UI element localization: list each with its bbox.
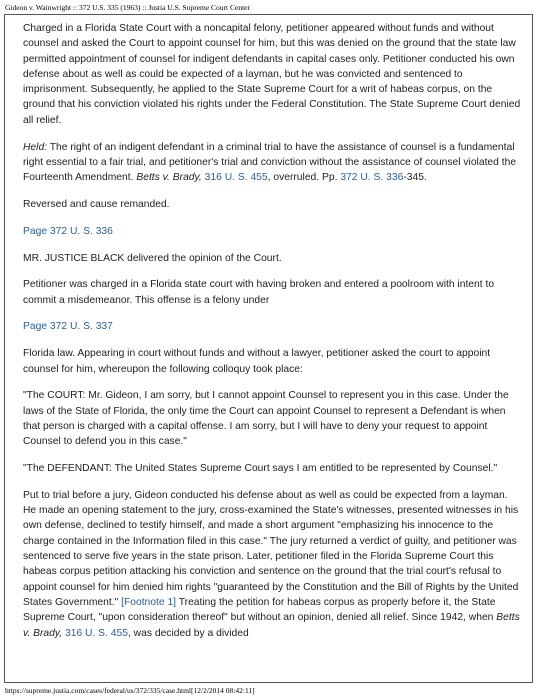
florida-law-paragraph: Florida law. Appearing in court without funds and without a lawyer, petitioner asked the court to appoint counsel for him, whereupon the following colloquy took place: <box>23 348 491 375</box>
trial-text-2: Treating the petition for habeas corpus as properly before it, the State Supreme Court, "upon consideration thereof" but without an opinion, denied all relief. Since 1942, when <box>23 596 497 624</box>
betts-case-name-2: Betts v. Brady, <box>23 612 520 639</box>
disposition-paragraph: Reversed and cause remanded. <box>23 198 170 210</box>
footnote-1-link[interactable]: [Footnote 1] <box>121 596 177 608</box>
opinion-content <box>4 14 533 683</box>
opinion-intro: MR. JUSTICE BLACK delivered the opinion of the Court. <box>23 252 282 264</box>
page-range-link-page[interactable]: 336 <box>386 172 404 184</box>
overruled-text: , overruled. Pp. <box>267 172 341 184</box>
trial-text-3: , was decided by a divided <box>127 627 249 639</box>
trial-paragraph <box>23 488 523 641</box>
holding-paragraph <box>23 140 523 186</box>
print-footer-url: https://supreme.justia.com/cases/federal/us/372/335/case.html[12/2/2014 08:42:11] <box>5 686 255 695</box>
court-colloquy-quote: "The COURT: Mr. Gideon, I am sorry, but I cannot appoint Counsel to represent you in this case. Under the laws of the State of Florida, the only time the Court can appoint Counsel to represent a Defendant is when that person is charged with a capital offense. I am sorry, but I will have to deny your request to appoint Counsel to defend you in this case." <box>23 390 509 448</box>
betts-citation-link[interactable]: 316 U. S. 455 <box>204 172 268 184</box>
syllabus-paragraph: Charged in a Florida State Court with a noncapital felony, petitioner appeared without funds and without counsel and asked the Court to appoint counsel for him, but this was denied on the ground that the state law permitted appointment of counsel for indigent defendants in capital cases only. Petitioner conducted his own defense about as well as could be expected of a layman, but he was convicted and sentenced to imprisonment. Subsequently, he applied to the State Supreme Court for a writ of habeas corpus, on the ground that his conviction violated his rights under the Federal Constitution. The State Supreme Court denied all relief. <box>23 23 521 126</box>
held-text: The right of an indigent defendant in a criminal trial to have the assistance of counsel is a fundamental right essential to a fair trial, and petitioner's trial and conviction without the assistance of counsel violated the Fourteenth Amendment. <box>23 141 517 184</box>
trial-text-1: Put to trial before a jury, Gideon conducted his defense about as well as could be expected from a layman. He made an opening statement to the jury, cross-examined the State's witnesses, presented witnesses in his own defense, declined to testify himself, and made a short argument "emphasizing his innocence to the charge contained in the Information filed in this case." The jury returned a verdict of guilty, and petitioner was sentenced to serve five years in the state prison. Later, petitioner filed in the Florida Supreme Court this habeas corpus petition attacking his conviction and sentence on the ground that the trial court's refusal to appoint counsel for him denied him rights "guaranteed by the Constitution and the Bill of Rights by the United States Government." <box>23 489 519 608</box>
charged-paragraph: Petitioner was charged in a Florida state court with having broken and entered a poolroom with intent to commit a misdemeanor. This offense is a felony under <box>23 279 495 306</box>
page-marker-336-link[interactable]: Page 372 U. S. 336 <box>23 225 113 237</box>
held-label: Held: <box>23 141 48 153</box>
page-range-tail: -345. <box>403 172 427 184</box>
print-header: Gideon v. Wainwright :: 372 U.S. 335 (1963) :: Justia U.S. Supreme Court Center <box>5 3 251 12</box>
defendant-colloquy-quote: "The DEFENDANT: The United States Supreme Court says I am entitled to be represented by Counsel." <box>23 463 498 475</box>
page-marker-337-link[interactable]: Page 372 U. S. 337 <box>23 321 113 333</box>
page-range-link-start[interactable]: 372 U. S. <box>340 172 384 184</box>
betts-citation-link-2[interactable]: 316 U. S. 455 <box>64 627 128 639</box>
betts-case-name: Betts v. Brady, <box>136 172 202 184</box>
